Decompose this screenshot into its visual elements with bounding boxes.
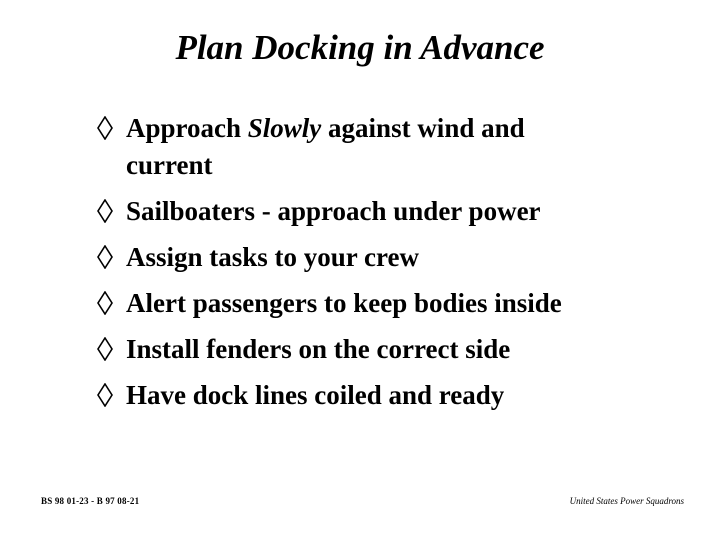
bullet-text-part: against wind and [321, 113, 525, 143]
diamond-outline-icon [94, 112, 118, 144]
footer-reference-code: BS 98 01-23 - B 97 08-21 [41, 496, 140, 506]
slide-title: Plan Docking in Advance [175, 28, 545, 67]
bullet-emphasis: Slowly [247, 113, 322, 143]
diamond-outline-icon [94, 333, 118, 365]
diamond-outline-icon [94, 287, 118, 319]
bullet-text: Alert passengers to keep bodies inside [126, 288, 562, 318]
diamond-outline-icon [94, 195, 118, 227]
bullet-text: Assign tasks to your crew [126, 242, 420, 272]
bullet-text: current [126, 150, 213, 180]
diamond-outline-icon [94, 241, 118, 273]
bullet-text: Sailboaters - approach under power [126, 196, 541, 226]
bullet-text: Have dock lines coiled and ready [126, 380, 505, 410]
bullet-text [126, 112, 686, 144]
diamond-outline-icon [94, 379, 118, 411]
bullet-text: Install fenders on the correct side [126, 334, 511, 364]
footer-organization: United States Power Squadrons [569, 496, 684, 506]
bullet-text-part: Approach [126, 113, 248, 143]
